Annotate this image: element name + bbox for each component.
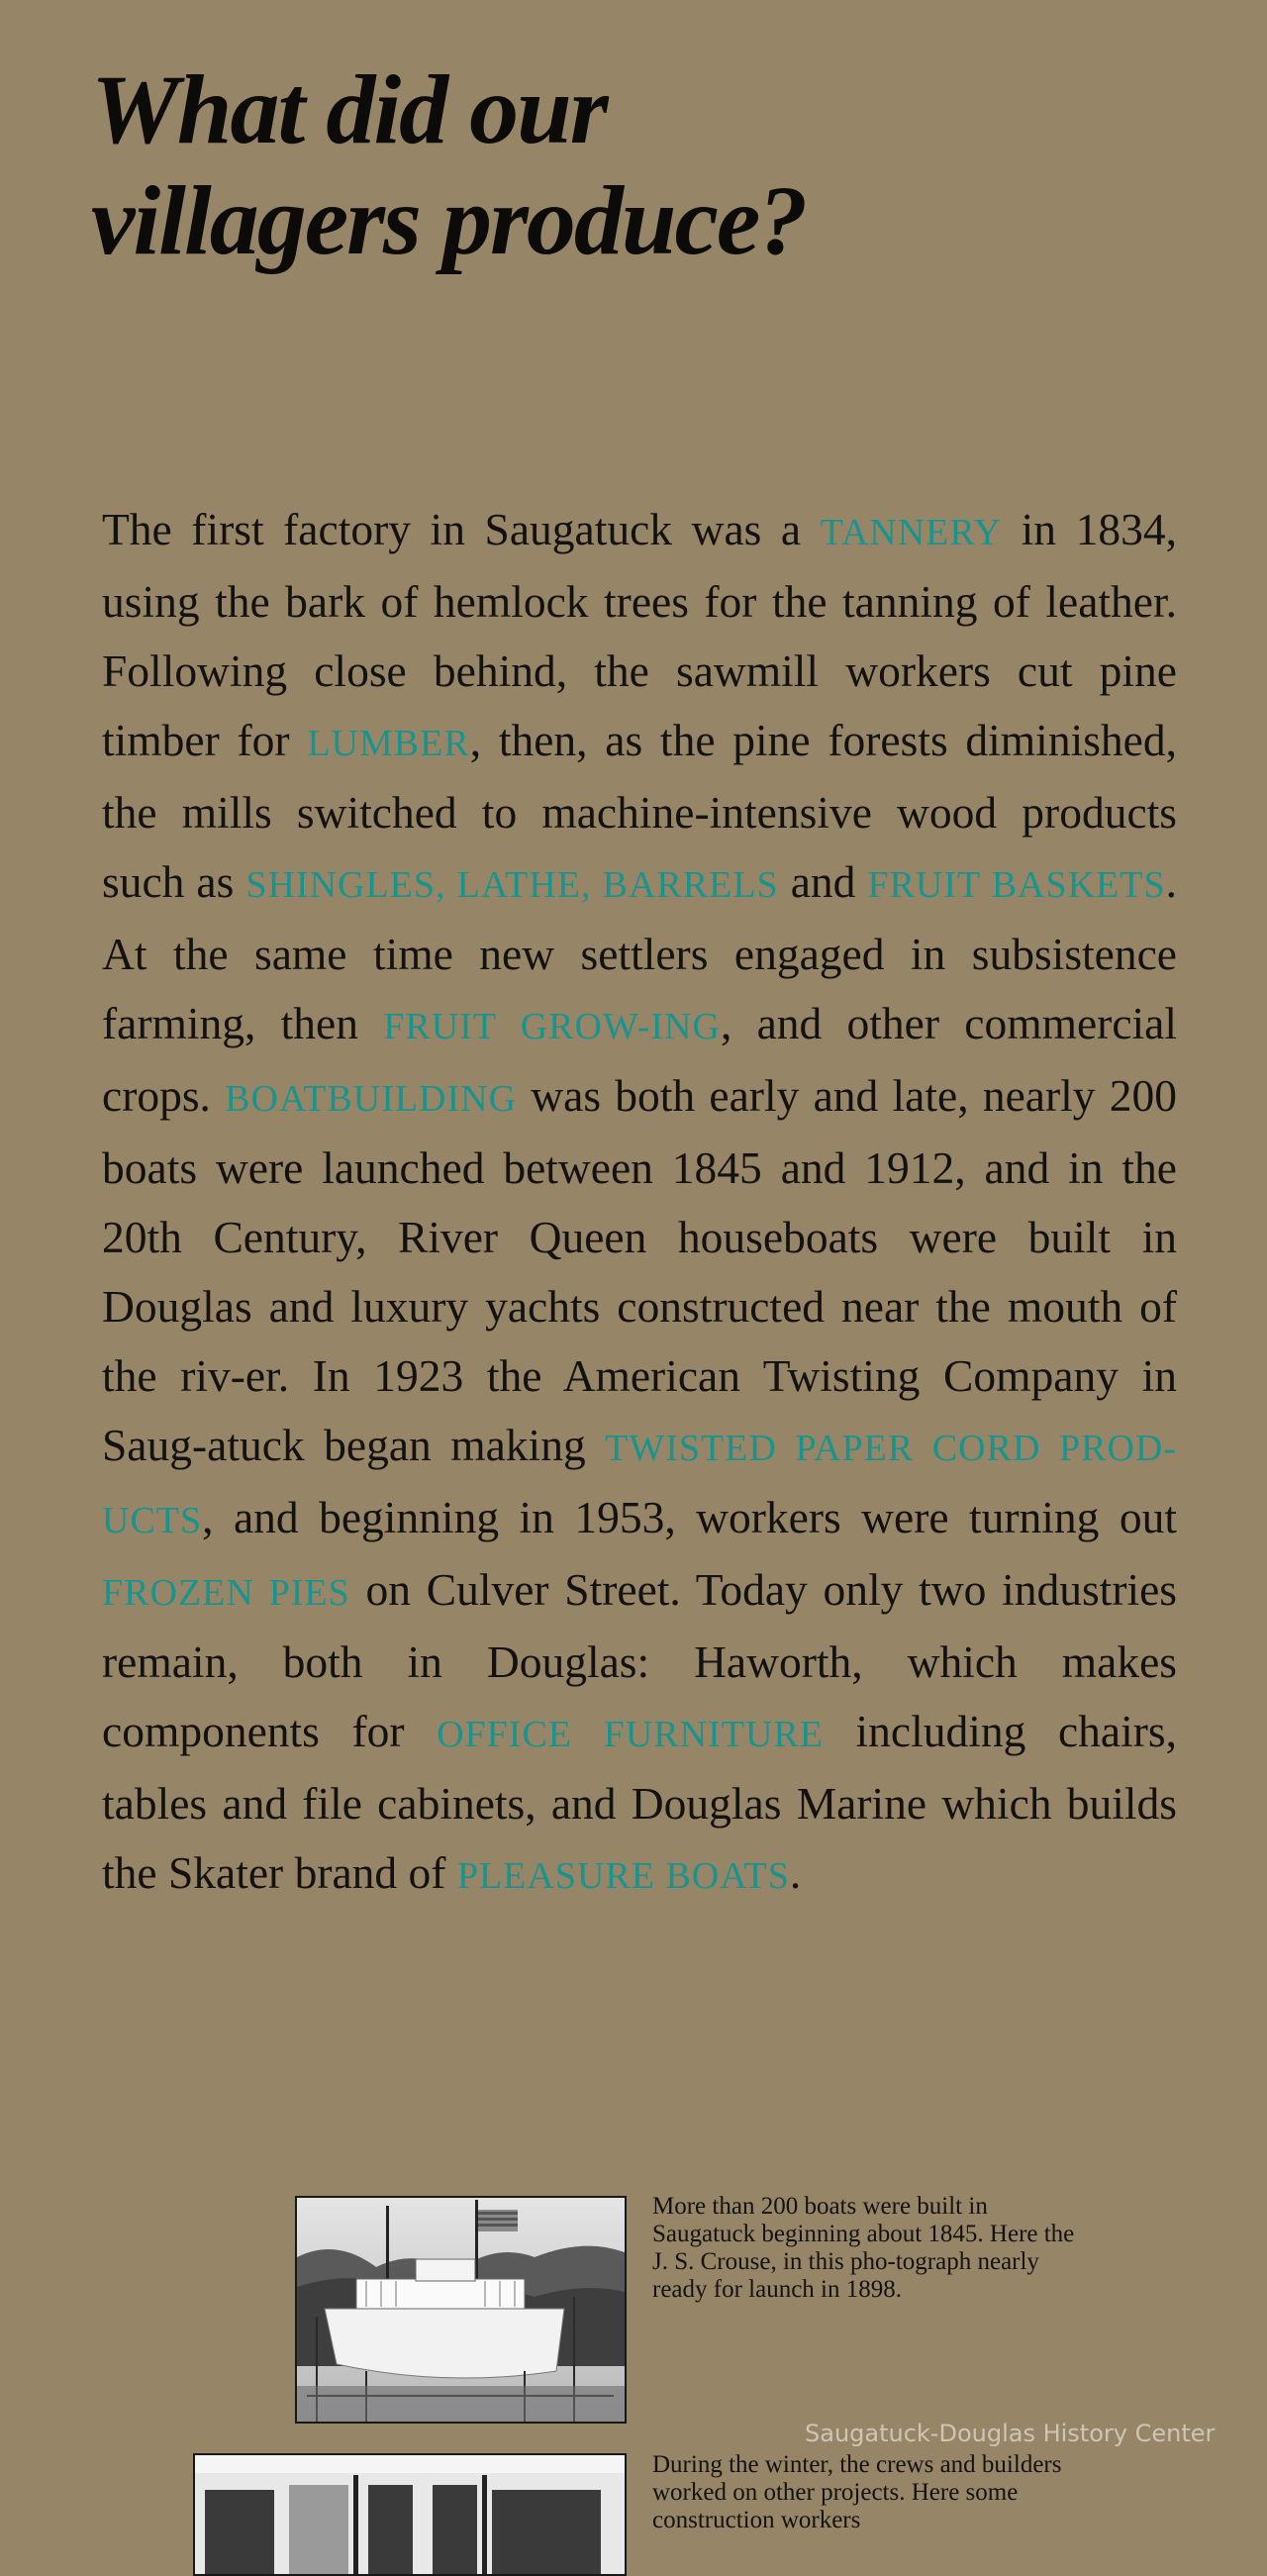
body-text: . At the same time new settlers engaged in subsistence farming, then — [102, 856, 1177, 1048]
keyword-shingles-lathe-barrels: SHINGLES, LATHE, BARRELS — [245, 864, 779, 906]
body-text: . — [789, 1847, 802, 1898]
body-text: in 1834, using the bark of hemlock trees for the tanning of leather. Following close behind, the sawmill workers cut pine timber for — [102, 504, 1177, 765]
keyword-twisted-paper-cord: TWISTED PAPER CORD PROD-UCTS — [102, 1428, 1177, 1541]
keyword-pleasure-boats: PLEASURE BOATS — [456, 1855, 790, 1897]
keyword-fruit-growing: FRUIT GROW-ING — [383, 1006, 721, 1047]
watermark: Saugatuck-Douglas History Center — [805, 2420, 1216, 2447]
photo-caption-2: During the winter, the crews and builders worked on other projects. Here some construction workers — [652, 2451, 1062, 2533]
body-text: The first factory in Saugatuck was a — [102, 504, 821, 554]
keyword-fruit-baskets: FRUIT BASKETS — [867, 864, 1166, 906]
title-line-1: What did our — [91, 54, 607, 164]
body-paragraph — [102, 495, 1177, 1911]
body-text: including chairs, tables and file cabinets, and Douglas Marine which builds the Skater brand of — [102, 1706, 1177, 1898]
body-text: was both early and late, nearly 200 boats were launched between 1845 and 1912, and in the 20th Century, River Queen houseboats were built in Douglas and luxury yachts constructed near the mouth of the riv-er. In 1923 the American Twisting Company in Saug-atuck began making — [102, 1070, 1177, 1470]
title-line-2: villagers produce? — [91, 165, 807, 275]
keyword-boatbuilding: BOATBUILDING — [225, 1078, 518, 1120]
body-text: and — [778, 856, 868, 907]
photo-caption-1: More than 200 boats were built in Saugatuck beginning about 1845. Here the J. S. Crouse, in this pho-tograph nearly ready for launch in 1898. — [652, 2193, 1075, 2303]
body-text: , and other commercial crops. — [102, 998, 1178, 1121]
keyword-lumber: LUMBER — [307, 723, 470, 764]
page-title — [91, 54, 1081, 276]
body-text: , and beginning in 1953, workers were turning out — [202, 1492, 1177, 1542]
body-text: on Culver Street. Today only two industries remain, both in Douglas: Haworth, which makes components for — [102, 1564, 1178, 1756]
boat-photo — [295, 2196, 627, 2424]
keyword-frozen-pies: FROZEN PIES — [102, 1572, 350, 1614]
body-text: , then, as the pine forests diminished, the mills switched to machine-intensive wood products such as — [102, 715, 1177, 907]
workshop-photo — [193, 2453, 627, 2576]
keyword-tannery: TANNERY — [820, 512, 1003, 553]
keyword-office-furniture: OFFICE FURNITURE — [437, 1714, 824, 1755]
